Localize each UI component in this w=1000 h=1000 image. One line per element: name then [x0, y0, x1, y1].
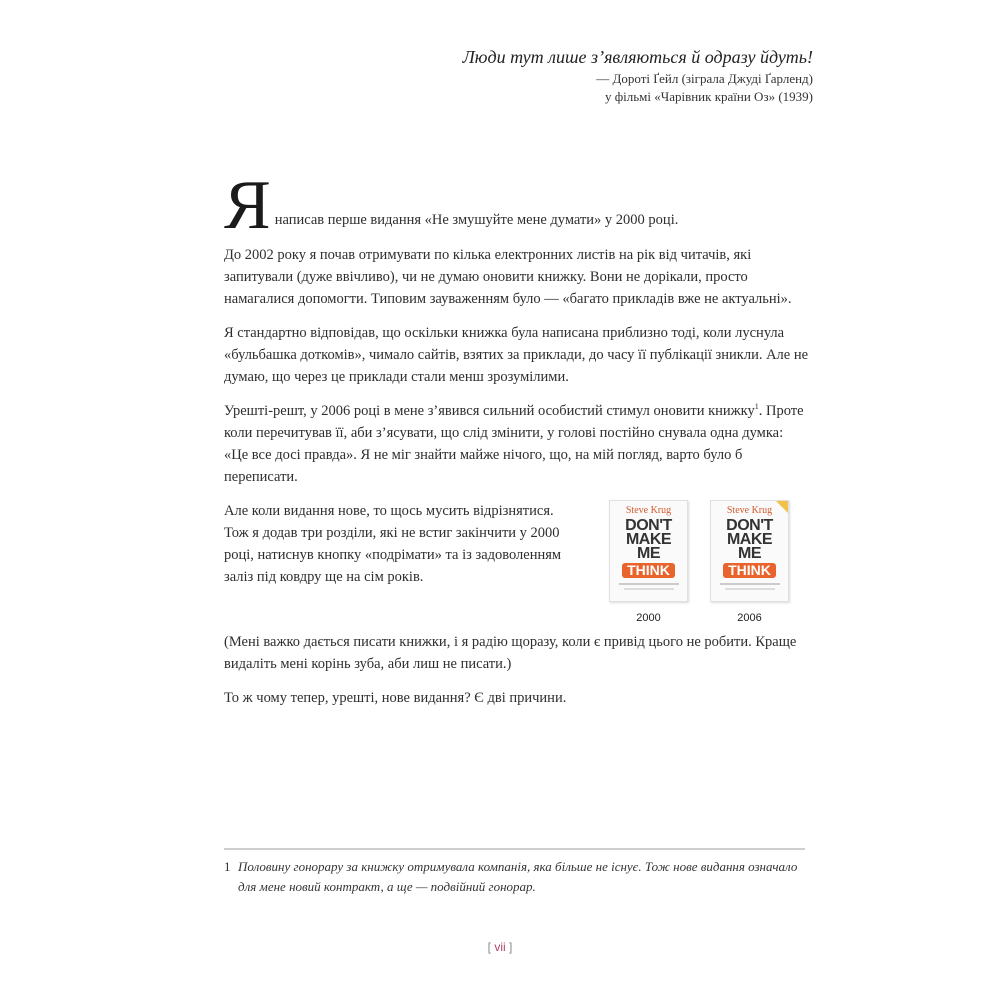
paragraph-6: (Мені важко дається писати книжки, і я радію щоразу, коли є привід цього не робити. Краще видаліть мені корінь зуба, аби лиш не писати.) [224, 634, 797, 672]
cover-author: Steve Krug [625, 505, 672, 516]
cover-title [726, 519, 773, 561]
footnote-number: 1 [224, 859, 231, 874]
paragraph-3: Я стандартно відповідав, що оскільки книжка була написана приблизно тоді, коли луснула «бульбашка доткомів», чимало сайтів, взятих за приклади, до часу її публікації зникли. Але не думаю, що через це приклади стали менш зрозумілими. [224, 325, 809, 385]
epigraph [463, 44, 813, 106]
footnote-divider [224, 848, 805, 850]
drop-cap: Я [224, 167, 271, 244]
cover-subtitle-2 [624, 588, 674, 590]
paragraph-5-with-covers [224, 500, 809, 625]
cover-title-line3: ME [636, 545, 660, 562]
cover-title-line3: ME [737, 545, 761, 562]
body-text [224, 167, 809, 721]
footnote [224, 857, 805, 897]
cover-subtitle [720, 583, 780, 585]
paragraph-4 [224, 400, 809, 488]
paragraph-7: То ж чому тепер, урешті, нове видання? Є дві причини. [224, 690, 567, 706]
paragraph-5: Але коли видання нове, то щось мусить відрізнятися. Тож я додав три розділи, які не встиг закінчити у 2000 році, натиснув кнопку «подрімати» та із задоволенням заліз під ковдру ще на сім років. [224, 503, 562, 585]
epigraph-quote: Люди тут лише з’являються й одразу йдуть! [462, 47, 813, 67]
opening-paragraph [224, 167, 809, 244]
book-covers [609, 500, 789, 625]
cover-subtitle [619, 583, 679, 585]
epigraph-attribution-line1: — Дороті Ґейл (зіграла Джуді Ґарленд) [596, 71, 813, 86]
footnote-reference[interactable]: 1 [754, 402, 759, 412]
book-cover-image [710, 500, 789, 602]
paragraph-2: До 2002 року я почав отримувати по кілька електронних листів на рік від читачів, які запитували (дуже ввічливо), чи не думаю оновити книжку. Вони не дорікали, просто намагалися допомогти. Типовим зауваженням було — «багато прикладів вже не актуальні». [224, 247, 792, 307]
cover-corner-ribbon [776, 501, 788, 513]
cover-year: 2006 [737, 612, 762, 624]
epigraph-attribution-line2: у фільмі «Чарівник країни Оз» (1939) [604, 89, 813, 104]
opening-sentence: написав перше видання «Не змушуйте мене думати» у 2000 році. [274, 212, 679, 228]
cover-title-line1: DON'T [625, 517, 672, 534]
cover-subtitle-2 [725, 588, 775, 590]
cover-2000 [609, 500, 688, 625]
book-cover-image [609, 500, 688, 602]
paragraph-4-after: . Проте коли перечитував її, аби з’ясувати, що слід змінити, у голові постійно снувала одна думка: «Це все досі правда». Я не міг знайти майже нічого, що, на мій погляд, варто було б переписати. [224, 403, 804, 485]
cover-title-line1: DON'T [726, 517, 773, 534]
cover-title [625, 519, 672, 561]
cover-title-line2: MAKE [625, 531, 672, 548]
cover-2006 [710, 500, 789, 625]
footnote-text: Половину гонорару за книжку отримувала компанія, яка більше не існує. Тож нове видання означало для мене новий контракт, а ще — подвійний гонорар. [238, 859, 798, 894]
cover-title-line2: MAKE [726, 531, 773, 548]
page-number-value: vii [494, 940, 506, 954]
page-number [0, 940, 1000, 954]
cover-think-badge: THINK [723, 563, 776, 578]
cover-think-badge: THINK [622, 563, 675, 578]
paragraph-4-before: Урешті-решт, у 2006 році в мене з’явився сильний особистий стимул оновити книжку [224, 403, 755, 419]
bracket-right: ] [505, 940, 513, 954]
cover-author: Steve Krug [726, 505, 773, 516]
bracket-left: [ [487, 940, 495, 954]
cover-year: 2000 [636, 612, 661, 624]
